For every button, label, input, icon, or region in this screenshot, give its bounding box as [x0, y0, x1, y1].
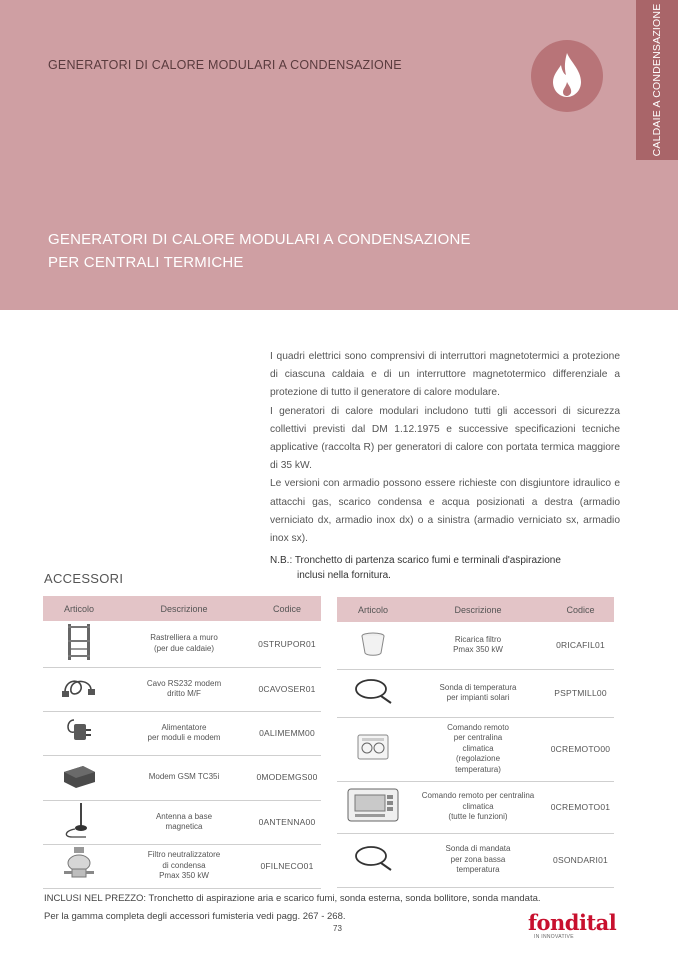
intro-paragraph-1: I quadri elettrici sono comprensivi di interruttori magnetotermici a protezione di ciascuna caldaia e di un interruttore magnetotermico differenziale a protezione di tutto il generatore di calore modulare.	[270, 351, 620, 399]
item-code: 0MODEMGS00	[253, 755, 321, 800]
page-number: 73	[333, 924, 342, 933]
flame-badge	[531, 40, 603, 112]
col-codice: Codice	[547, 597, 614, 622]
table-row: Rastrelliera a muro (per due caldaie) 0STRUPOR01	[43, 621, 321, 667]
table-row: Filtro neutralizzatore di condensa Pmax 350 kW 0FILNECO01	[43, 844, 321, 888]
table-row: Modem GSM TC35i 0MODEMGS00	[43, 755, 321, 800]
table-row: Sonda di temperatura per impianti solari PSPTMILL00	[337, 669, 614, 717]
table-row: Sonda di mandata per zona bassa temperatura 0SONDARI01	[337, 833, 614, 887]
item-code: 0ALIMEMM00	[253, 711, 321, 755]
brand-logo: fondital	[528, 910, 617, 935]
intro-paragraph-2: I generatori di calore modulari includono tutti gli accessori di sicurezza collettivi previsti dal DM 1.12.1975 e successive specificazioni tecniche applicative (raccolta R) per generatori di calore con portata termica maggiore di 35 kW.	[270, 405, 620, 472]
remote-control-icon	[356, 733, 390, 761]
side-tab-label: CALDAIE A CONDENSAZIONE	[651, 3, 663, 157]
col-descrizione: Descrizione	[409, 597, 547, 622]
intro-paragraph-3: Le versioni con armadio possono essere richieste con disgiuntore idraulico e attacchi gas, scarico condensa e acqua posizionati a destra (armadio verniciato dx, armadio inox dx) o a sinistra (armadio verniciato sx, armadio inox sx).	[270, 478, 620, 545]
filter-icon	[62, 845, 96, 883]
table-row: Antenna a base magnetica 0ANTENNA00	[43, 800, 321, 844]
side-tab	[636, 0, 678, 160]
note-line2: inclusi nella fornitura.	[297, 570, 391, 581]
table-row: Alimentatore per moduli e modem 0ALIMEMM00	[43, 711, 321, 755]
page-title-line2: PER CENTRALI TERMICHE	[48, 254, 244, 271]
col-articolo: Articolo	[43, 596, 115, 621]
refill-icon	[358, 629, 388, 659]
range-note: Per la gamma completa degli accessori fumisteria vedi pagg. 267 - 268.	[44, 911, 346, 922]
accessories-table-left	[43, 596, 321, 889]
item-code: 0RICAFIL01	[547, 622, 614, 669]
note-line1: N.B.: Tronchetto di partenza scarico fumi e terminali d'aspirazione	[270, 555, 561, 566]
intro-text	[270, 348, 620, 548]
item-code: 0CAVOSER01	[253, 667, 321, 711]
note	[270, 553, 620, 583]
category-title: GENERATORI DI CALORE MODULARI A CONDENSAZIONE	[48, 58, 402, 72]
probe-icon	[351, 676, 395, 706]
item-code: 0CREMOTO01	[547, 781, 614, 833]
table-row: Comando remoto per centralina climatica (tutte le funzioni) 0CREMOTO01	[337, 781, 614, 833]
antenna-icon	[62, 801, 96, 839]
cable-icon	[61, 672, 97, 702]
item-code: PSPTMILL00	[547, 669, 614, 717]
item-code: 0FILNECO01	[253, 844, 321, 888]
table-row: Ricarica filtro Pmax 350 kW 0RICAFIL01	[337, 622, 614, 669]
col-codice: Codice	[253, 596, 321, 621]
probe-icon	[351, 843, 395, 873]
col-articolo: Articolo	[337, 597, 409, 622]
remote-display-icon	[347, 788, 399, 822]
item-code: 0SONDARI01	[547, 833, 614, 887]
section-title: ACCESSORI	[44, 571, 124, 586]
included-note: INCLUSI NEL PREZZO: Tronchetto di aspirazione aria e scarico fumi, sonda esterna, sonda bollitore, sonda mandata.	[44, 893, 541, 904]
table-header-row	[43, 596, 321, 621]
power-adapter-icon	[62, 714, 96, 748]
logo-tagline: IN INNOVATIVE	[534, 934, 574, 940]
page-title	[48, 228, 508, 274]
accessories-table-right	[337, 597, 614, 888]
item-code: 0ANTENNA00	[253, 800, 321, 844]
table-header-row	[337, 597, 614, 622]
table-row: Cavo RS232 modem dritto M/F 0CAVOSER01	[43, 667, 321, 711]
flame-icon	[552, 52, 582, 98]
modem-icon	[61, 762, 97, 790]
header-band	[0, 0, 678, 310]
page-title-line1: GENERATORI DI CALORE MODULARI A CONDENSAZIONE	[48, 231, 471, 248]
item-code: 0STRUPOR01	[253, 621, 321, 667]
table-row: Comando remoto per centralina climatica (regolazione temperatura) 0CREMOTO00	[337, 717, 614, 781]
wall-rack-icon	[64, 622, 94, 662]
col-descrizione: Descrizione	[115, 596, 253, 621]
item-code: 0CREMOTO00	[547, 717, 614, 781]
